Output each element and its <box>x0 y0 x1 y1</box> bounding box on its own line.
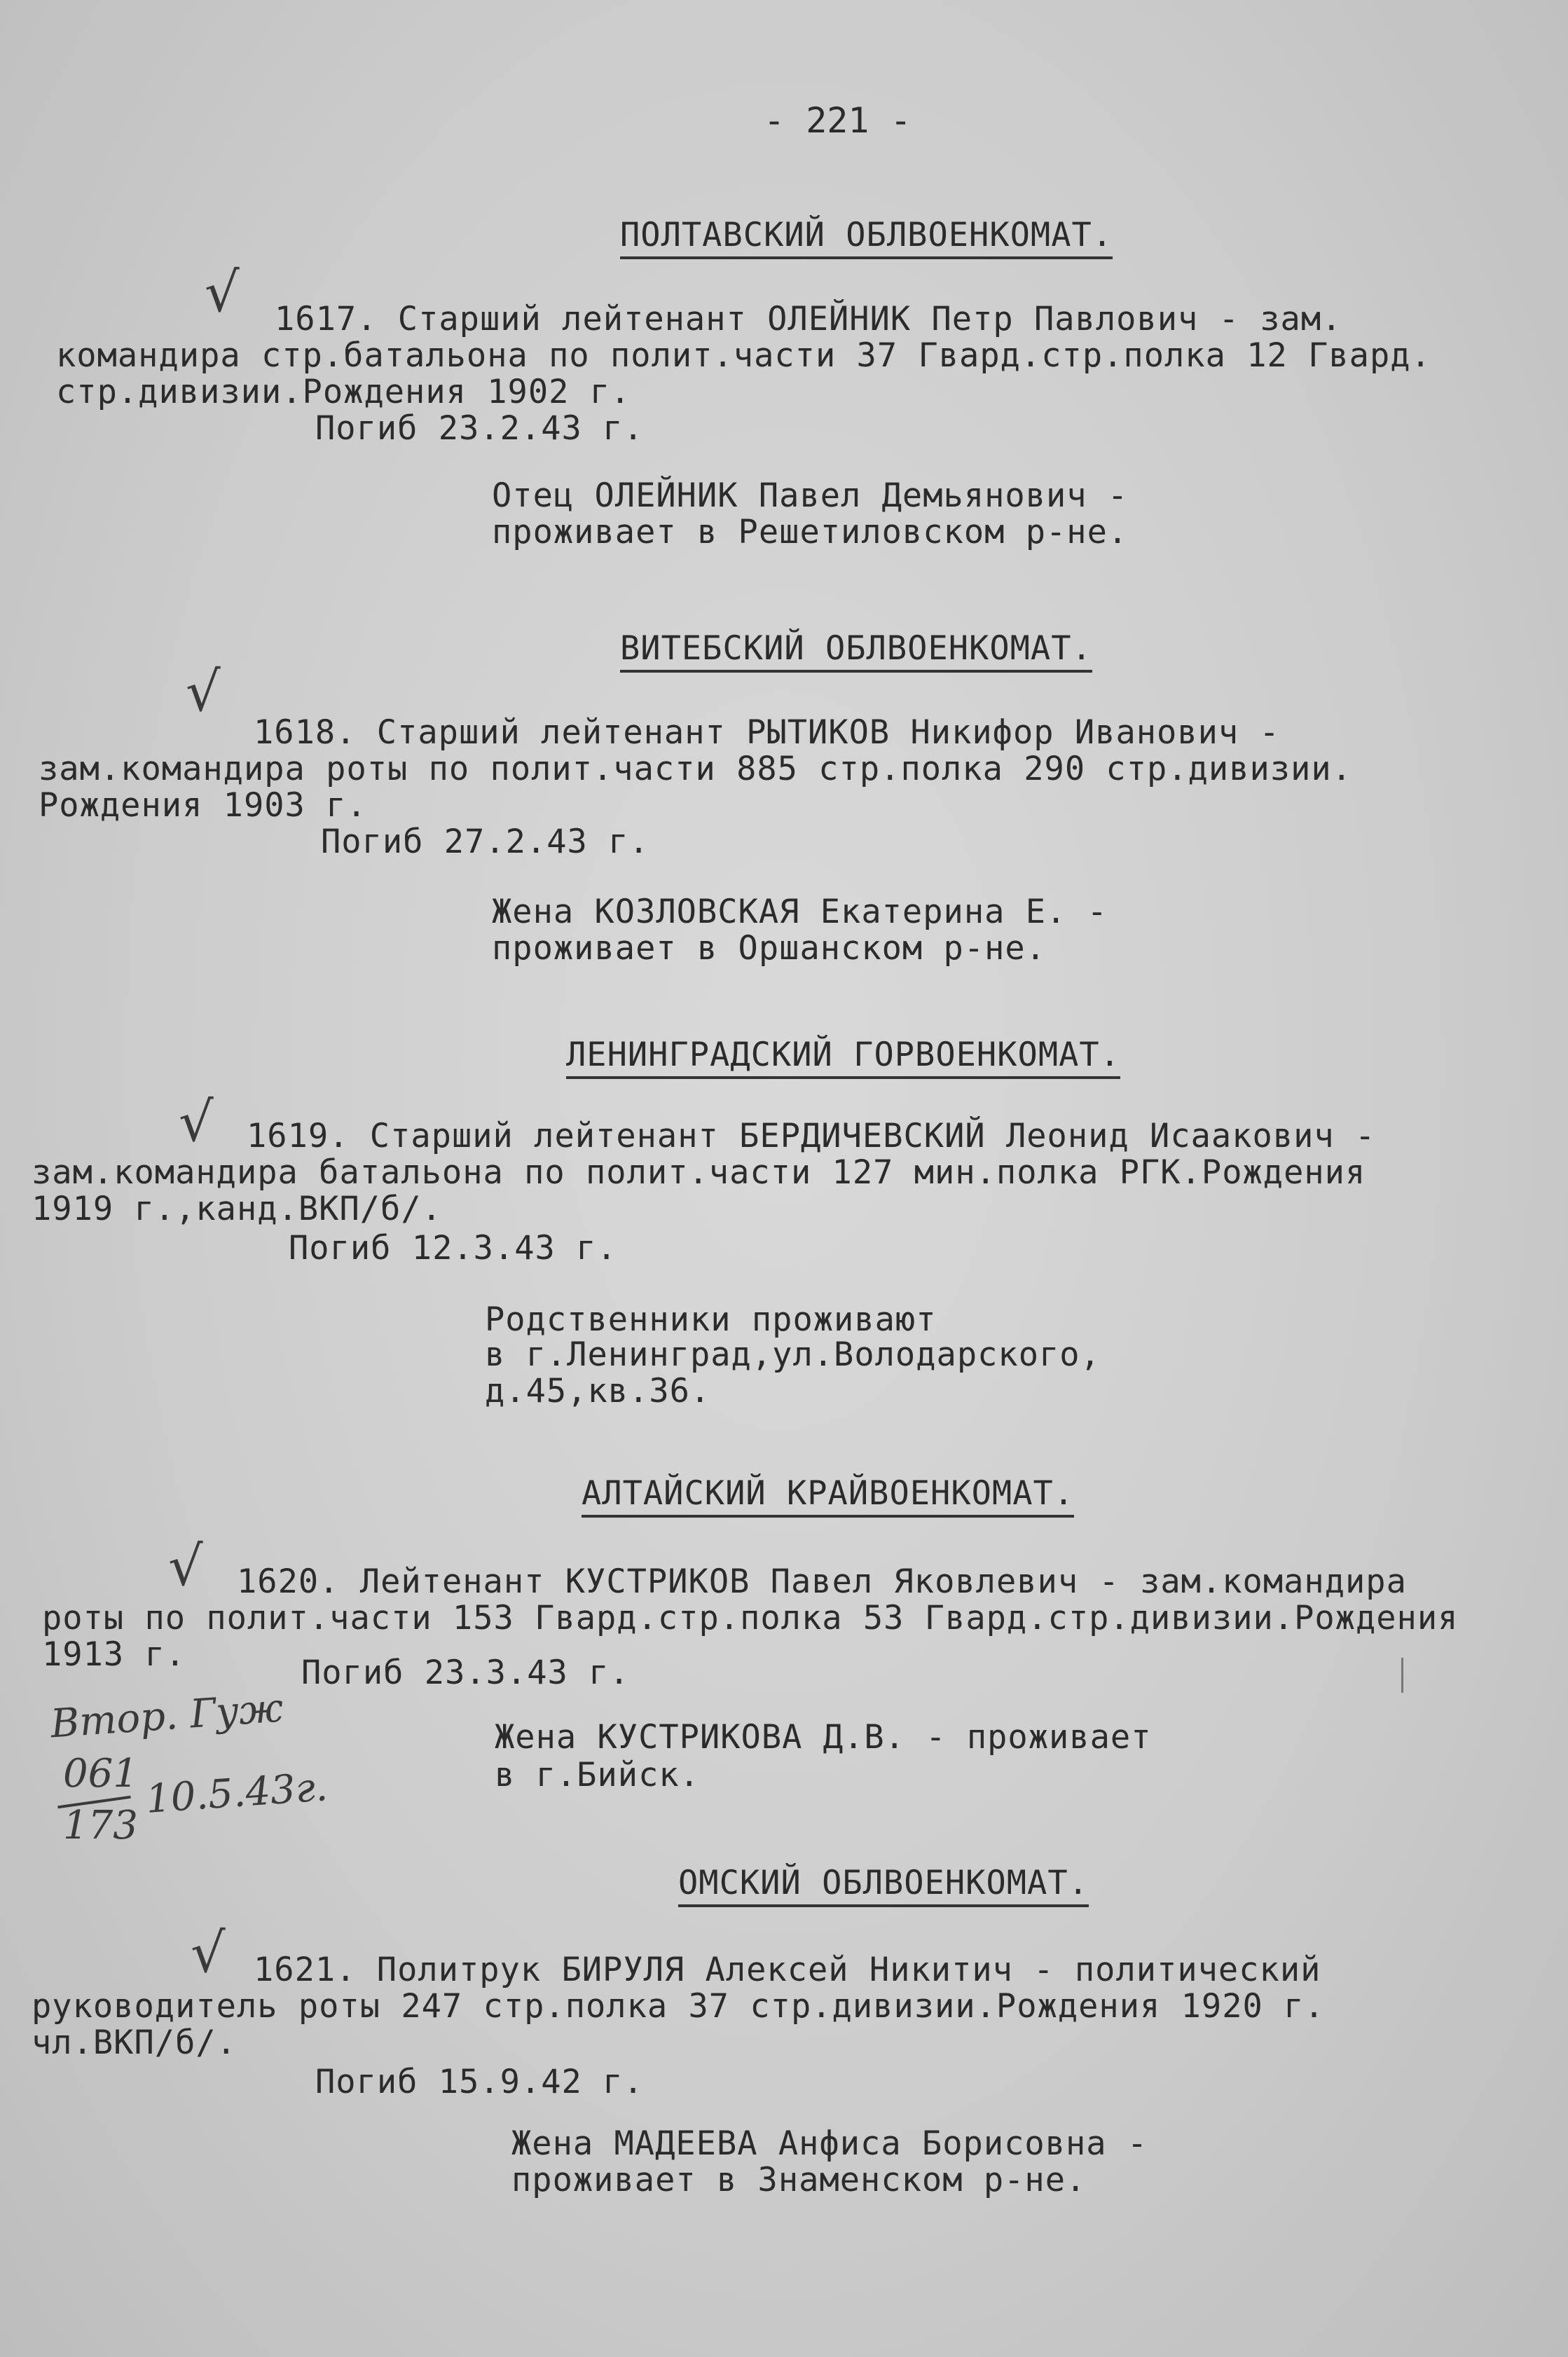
section-heading: ПОЛТАВСКИЙ ОБЛВОЕНКОМАТ. <box>620 216 1113 259</box>
entry-line: 1913 г. <box>42 1635 186 1674</box>
checkmark-icon: √ <box>186 661 221 724</box>
relative-line: в г.Ленинград,ул.Володарского, <box>485 1335 1101 1374</box>
entry-line: роты по полит.части 153 Гвард.стр.полка 53 Гвард.стр.дивизии.Рождения <box>42 1599 1459 1637</box>
entry-line: 1617. Старший лейтенант ОЛЕЙНИК Петр Павлович - зам. <box>275 300 1342 338</box>
entry-line: зам.командира роты по полит.части 885 стр.полка 290 стр.дивизии. <box>39 750 1352 788</box>
death-date: Погиб 12.3.43 г. <box>289 1229 617 1267</box>
relative-line: проживает в Оршанском р-не. <box>492 929 1047 968</box>
entry-line: чл.ВКП/б/. <box>32 2023 237 2062</box>
relative-line: в г.Бийск. <box>495 1756 700 1794</box>
entry-line: зам.командира батальона по полит.части 127 мин.полка РГК.Рождения <box>32 1153 1366 1192</box>
section-heading: ОМСКИЙ ОБЛВОЕНКОМАТ. <box>678 1864 1089 1907</box>
relative-line: Жена МАДЕЕВА Анфиса Борисовна - <box>511 2124 1148 2163</box>
relative-line: проживает в Знаменском р-не. <box>511 2161 1087 2199</box>
death-date: Погиб 27.2.43 г. <box>321 823 649 861</box>
death-date: Погиб 15.9.42 г. <box>315 2063 644 2101</box>
relative-line: Родственники проживают <box>485 1300 937 1339</box>
handwritten-date: 10.5.43г. <box>144 1764 329 1822</box>
entry-line: 1620. Лейтенант КУСТРИКОВ Павел Яковлевич - зам.командира <box>237 1562 1407 1601</box>
entry-line: командира стр.батальона по полит.части 37 Гвард.стр.полка 12 Гвард. <box>56 336 1431 375</box>
entry-line: 1621. Политрук БИРУЛЯ Алексей Никитич - политический <box>254 1951 1321 1989</box>
entry-line: 1919 г.,канд.ВКП/б/. <box>32 1190 442 1228</box>
relative-line: Жена КУСТРИКОВА Д.В. - проживает <box>495 1718 1152 1757</box>
entry-line: руководитель роты 247 стр.полка 37 стр.дивизии.Рождения 1920 г. <box>32 1987 1325 2026</box>
relative-line: Отец ОЛЕЙНИК Павел Демьянович - <box>492 476 1129 515</box>
handwritten-denominator: 173 <box>63 1803 138 1848</box>
entry-line: Рождения 1903 г. <box>39 786 367 825</box>
checkmark-icon: √ <box>168 1535 203 1598</box>
page-number: - 221 - <box>764 100 912 141</box>
handwritten-numerator: 061 <box>63 1751 138 1796</box>
entry-line: стр.дивизии.Рождения 1902 г. <box>56 373 631 411</box>
section-heading: АЛТАЙСКИЙ КРАЙВОЕНКОМАТ. <box>582 1474 1074 1518</box>
section-heading: ВИТЕБСКИЙ ОБЛВОЕНКОМАТ. <box>620 629 1092 673</box>
entry-line: 1619. Старший лейтенант БЕРДИЧЕВСКИЙ Леонид Исаакович - <box>247 1117 1376 1155</box>
death-date: Погиб 23.2.43 г. <box>315 409 644 448</box>
relative-line: проживает в Решетиловском р-не. <box>492 513 1129 551</box>
checkmark-icon: √ <box>179 1091 214 1154</box>
handwritten-line: Втор. Гуж <box>49 1685 285 1747</box>
checkmark-icon: √ <box>191 1922 226 1985</box>
section-heading: ЛЕНИНГРАДСКИЙ ГОРВОЕНКОМАТ. <box>566 1036 1120 1079</box>
checkmark-icon: √ <box>205 261 240 324</box>
relative-line: д.45,кв.36. <box>485 1372 711 1410</box>
death-date: Погиб 23.3.43 г. <box>301 1654 630 1692</box>
margin-mark <box>1401 1658 1403 1693</box>
relative-line: Жена КОЗЛОВСКАЯ Екатерина Е. - <box>492 893 1108 931</box>
entry-line: 1618. Старший лейтенант РЫТИКОВ Никифор Иванович - <box>254 713 1280 752</box>
